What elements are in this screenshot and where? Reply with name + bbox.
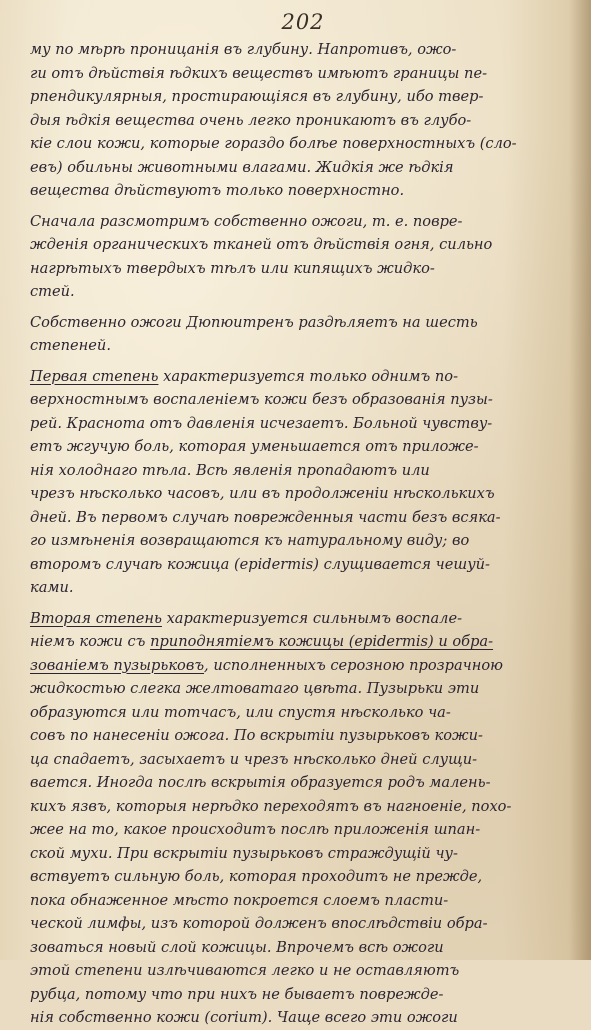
text-segment: жидкостью слегка желтоватаго цвѣта. Пузырьки эти <box>30 680 480 697</box>
page-edge-shadow <box>569 0 591 960</box>
text-line <box>30 795 564 819</box>
text-line <box>30 85 564 109</box>
text-line <box>30 553 564 577</box>
text-line <box>30 62 564 86</box>
text-segment: етъ жгучую боль, которая уменьшается отъ приложе- <box>30 438 479 455</box>
text-segment: пока обнаженное мѣсто покроется слоемъ пласти- <box>30 891 449 909</box>
text-segment: вещества дѣйствуютъ только поверхностно. <box>30 182 405 199</box>
text-line <box>30 576 564 600</box>
text-segment: характеризуется сильнымъ воспале- <box>161 609 463 627</box>
text-line <box>30 529 564 553</box>
text-line <box>30 889 564 913</box>
text-segment: стей. <box>30 283 75 300</box>
text-segment: дыя ѣдкія вещества очень легко проникаютъ въ глубо- <box>30 111 472 129</box>
paragraph <box>30 38 564 203</box>
text-segment: му по мѣрѣ проницанія въ глубину. Напротивъ, ожо- <box>30 41 457 58</box>
paragraph <box>30 365 564 600</box>
text-line <box>30 412 564 436</box>
text-line <box>30 311 564 335</box>
text-segment: дней. Въ первомъ случаѣ поврежденныя части безъ всяка- <box>30 508 501 526</box>
text-segment: образуются или тотчасъ, или спустя нѣсколько ча- <box>30 703 451 721</box>
text-segment: нія холоднаго тѣла. Всѣ явленія пропадаютъ или <box>30 461 430 479</box>
text-segment: рубца, потому что при нихъ не бываетъ поврежде- <box>30 985 444 1003</box>
text-segment: вствуетъ сильную боль, которая проходитъ не прежде, <box>30 868 483 885</box>
text-line <box>30 233 564 257</box>
text-line <box>30 701 564 725</box>
text-line <box>30 280 564 304</box>
text-segment: евъ) обильны животными влагами. Жидкія же ѣдкія <box>30 158 454 176</box>
text-line <box>30 771 564 795</box>
text-segment: , исполненныхъ серозною прозрачною <box>204 656 503 674</box>
text-line <box>30 865 564 889</box>
text-line <box>30 132 564 156</box>
text-line <box>30 435 564 459</box>
text-line <box>30 842 564 866</box>
underlined-phrase: Вторая степень <box>30 609 162 627</box>
text-segment: рей. Краснота отъ давленія исчезаетъ. Больной чувству- <box>30 414 493 432</box>
text-segment: ніемъ кожи съ <box>30 633 151 650</box>
text-line <box>30 724 564 748</box>
text-segment: кіе слои кожи, которые гораздо болѣе поверхностныхъ (сло- <box>30 135 517 152</box>
text-segment: зоваться новый слой кожицы. Впрочемъ всѣ ожоги <box>30 938 444 956</box>
paragraph-gap <box>30 600 564 607</box>
text-line <box>30 38 564 62</box>
text-line <box>30 179 564 203</box>
text-line <box>30 257 564 281</box>
text-segment: нагрѣтыхъ твердыхъ тѣлъ или кипящихъ жидко- <box>30 259 435 277</box>
paragraph <box>30 210 564 304</box>
text-segment: го измѣненія возвращаются къ натуральному виду; во <box>30 532 470 549</box>
handwritten-text-body <box>30 38 564 1030</box>
text-line <box>30 388 564 412</box>
text-segment: кихъ язвъ, которыя нерѣдко переходятъ въ нагноеніе, похо- <box>30 797 512 815</box>
page-number: 202 <box>281 10 325 34</box>
text-segment: ской мухи. При вскрытіи пузырьковъ страждущій чу- <box>30 844 458 862</box>
text-segment: рпендикулярныя, простирающіяся въ глубину, ибо твер- <box>30 88 484 105</box>
text-line <box>30 912 564 936</box>
text-segment: чрезъ нѣсколько часовъ, или въ продолженіи нѣсколькихъ <box>30 485 495 502</box>
text-segment: верхностнымъ воспаленіемъ кожи безъ образованія пузы- <box>30 391 493 408</box>
text-line <box>30 109 564 133</box>
text-segment: нія собственно кожи (corium). Чаще всего эти ожоги <box>30 1009 458 1026</box>
text-segment: характеризуется только однимъ по- <box>158 367 459 385</box>
text-line <box>30 959 564 983</box>
text-line <box>30 607 564 631</box>
text-line <box>30 459 564 483</box>
text-segment: Сначала разсмотримъ собственно ожоги, т. е. повре- <box>30 212 463 230</box>
text-segment: второмъ случаѣ кожица (epidermis) слущивается чешуй- <box>30 555 490 573</box>
text-segment: этой степени излѣчиваются легко и не оставляютъ <box>30 962 460 979</box>
text-line <box>30 748 564 772</box>
underlined-phrase: зованіемъ пузырьковъ <box>30 656 205 674</box>
text-line <box>30 210 564 234</box>
text-line <box>30 818 564 842</box>
text-segment: жденія органическихъ тканей отъ дѣйствія огня, сильно <box>30 236 493 253</box>
text-segment: совъ по нанесеніи ожога. По вскрытіи пузырьковъ кожи- <box>30 727 483 744</box>
text-segment: ги отъ дѣйствія ѣдкихъ веществъ имѣютъ границы пе- <box>30 64 488 82</box>
text-line <box>30 1006 564 1030</box>
text-segment: вается. Иногда послѣ вскрытія образуется родъ малень- <box>30 774 491 791</box>
text-segment: ческой лимфы, изъ которой долженъ впослѣдствіи обра- <box>30 915 488 932</box>
text-segment: ками. <box>30 579 74 596</box>
text-line <box>30 482 564 506</box>
underlined-phrase: Первая степень <box>30 367 159 385</box>
text-line <box>30 365 564 389</box>
text-line <box>30 677 564 701</box>
text-segment: ца спадаетъ, засыхаетъ и чрезъ нѣсколько дней слущи- <box>30 750 478 768</box>
underlined-phrase: приподнятіемъ кожицы (epidermis) и обра- <box>150 633 494 650</box>
text-line <box>30 630 564 654</box>
text-line <box>30 654 564 678</box>
text-line <box>30 936 564 960</box>
text-line <box>30 506 564 530</box>
text-segment: степеней. <box>30 337 111 354</box>
text-line <box>30 334 564 358</box>
paragraph <box>30 607 564 1030</box>
paragraph-gap <box>30 304 564 311</box>
paragraph-gap <box>30 203 564 210</box>
paragraph-gap <box>30 358 564 365</box>
text-segment: Собственно ожоги Дюпюитренъ раздѣляетъ на шесть <box>30 313 478 331</box>
text-segment: жее на то, какое происходитъ послѣ приложенія шпан- <box>30 821 481 838</box>
paragraph <box>30 311 564 358</box>
text-line <box>30 983 564 1007</box>
text-line <box>30 156 564 180</box>
